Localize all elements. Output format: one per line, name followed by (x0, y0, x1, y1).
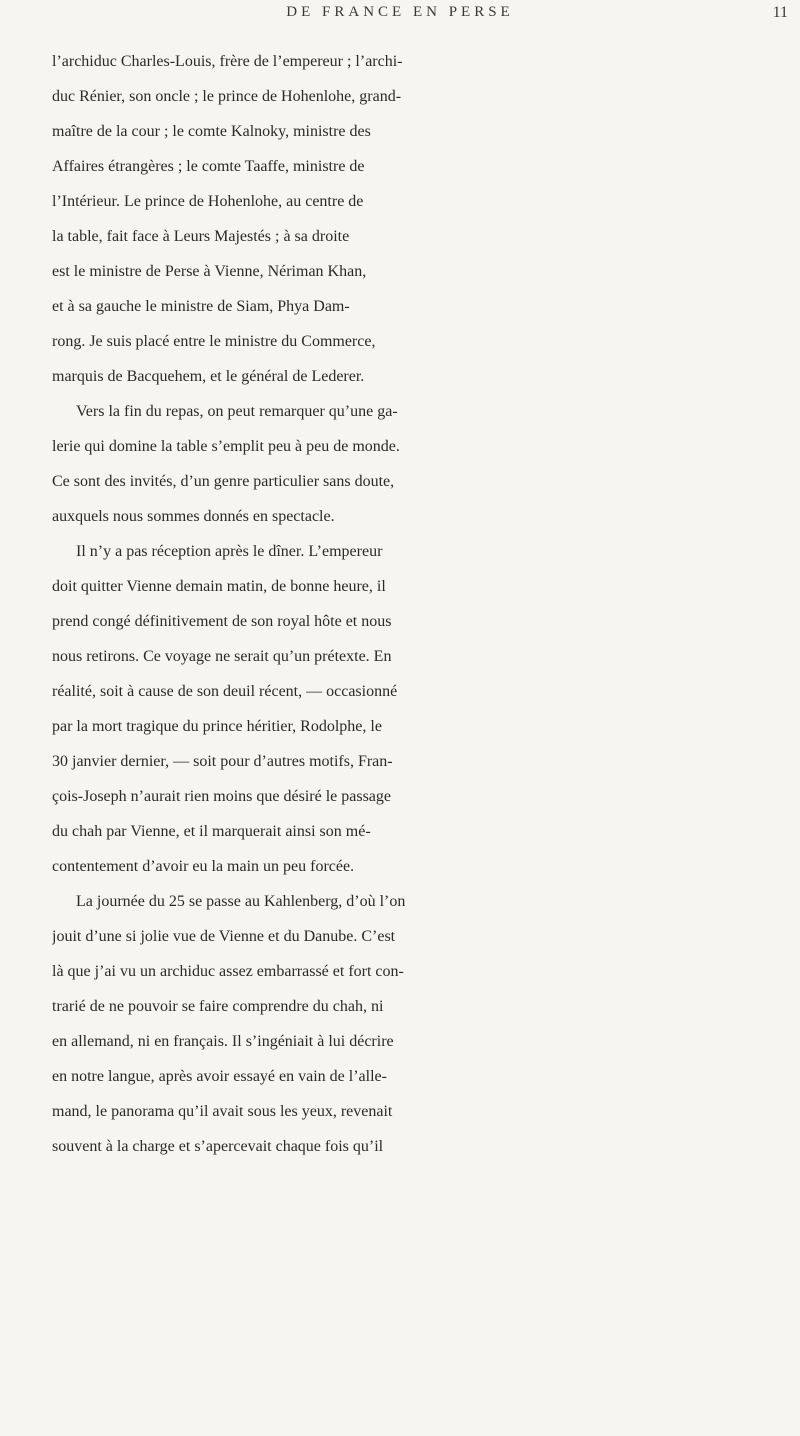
text-line: réalité, soit à cause de son deuil récent, — occasionné (52, 683, 398, 700)
text-line: par la mort tragique du prince héritier, Rodolphe, le (52, 718, 382, 735)
text-line: çois-Joseph n’aurait rien moins que désiré le passage (52, 788, 392, 805)
text-line: Affaires étrangères ; le comte Taaffe, ministre de (52, 158, 365, 175)
text-line: contentement d’avoir eu la main un peu forcée. (52, 858, 355, 875)
text-line: là que j’ai vu un archiduc assez embarrassé et fort con- (52, 963, 404, 980)
page-header (0, 0, 800, 36)
text-line: duc Rénier, son oncle ; le prince de Hohenlohe, grand- (52, 88, 402, 105)
text-line: nous retirons. Ce voyage ne serait qu’un prétexte. En (52, 648, 392, 665)
text-line: prend congé définitivement de son royal hôte et nous (52, 613, 392, 630)
page-number: 11 (772, 4, 788, 21)
text-line: jouit d’une si jolie vue de Vienne et du Danube. C’est (52, 928, 396, 945)
text-line: trarié de ne pouvoir se faire comprendre du chah, ni (52, 998, 384, 1015)
text-line: doit quitter Vienne demain matin, de bonne heure, il (52, 578, 386, 595)
text-line: Il n’y a pas réception après le dîner. L’empereur (76, 543, 383, 560)
text-line: est le ministre de Perse à Vienne, Nériman Khan, (52, 263, 367, 280)
text-line: et à sa gauche le ministre de Siam, Phya Dam- (52, 298, 350, 315)
text-line: l’archiduc Charles-Louis, frère de l’empereur ; l’archi- (52, 53, 403, 70)
text-line: 30 janvier dernier, — soit pour d’autres motifs, Fran- (52, 753, 393, 770)
text-line: marquis de Bacquehem, et le général de Lederer. (52, 368, 365, 385)
running-head: DE FRANCE EN PERSE (286, 4, 514, 20)
text-line: l’Intérieur. Le prince de Hohenlohe, au centre de (52, 193, 364, 210)
text-line: auxquels nous sommes donnés en spectacle. (52, 508, 335, 525)
text-line: La journée du 25 se passe au Kahlenberg, d’où l’on (76, 893, 406, 910)
text-line: Vers la fin du repas, on peut remarquer qu’une ga- (76, 403, 398, 420)
text-line: la table, fait face à Leurs Majestés ; à sa droite (52, 228, 350, 245)
text-line: mand, le panorama qu’il avait sous les yeux, revenait (52, 1103, 393, 1120)
text-line: en allemand, ni en français. Il s’ingéniait à lui décrire (52, 1033, 394, 1050)
text-line: souvent à la charge et s’apercevait chaque fois qu’il (52, 1138, 384, 1155)
text-line: Ce sont des invités, d’un genre particulier sans doute, (52, 473, 395, 490)
text-line: rong. Je suis placé entre le ministre du Commerce, (52, 333, 376, 350)
body-text (52, 44, 796, 1164)
text-line: du chah par Vienne, et il marquerait ainsi son mé- (52, 823, 371, 840)
text-line: lerie qui domine la table s’emplit peu à peu de monde. (52, 438, 400, 455)
text-line: maître de la cour ; le comte Kalnoky, ministre des (52, 123, 371, 140)
text-line: en notre langue, après avoir essayé en vain de l’alle- (52, 1068, 387, 1085)
